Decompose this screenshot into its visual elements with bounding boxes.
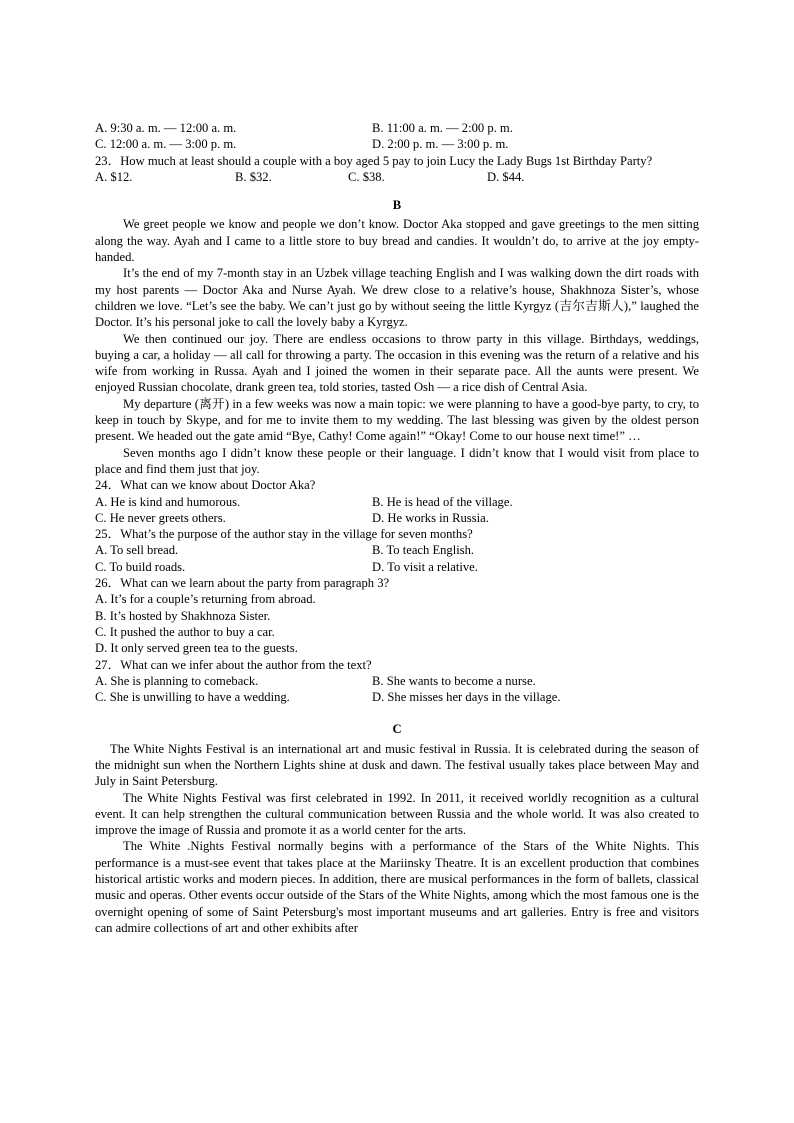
q25-option-b: B. To teach English. xyxy=(372,543,475,558)
section-b-paragraph-1: We greet people we know and people we don’t know. Doctor Aka stopped and gave greetings to the men sitting along the way. Ayah and I came to a little store to buy bread and candies. It wouldn’t do, to arrive at the joy empty-handed. xyxy=(95,217,699,265)
section-c-heading: C xyxy=(392,722,402,737)
section-b-paragraph-2: It’s the end of my 7-month stay in an Uzbek village teaching English and I was walking down the dirt roads with my host parents — Doctor Aka and Nurse Ayah. We drew close to a relative’s house, Shakhnoza Sister’s, whose children we love. “Let’s see the baby. We can’t just go by without seeing the little Kyrgyz (吉尔吉斯人),” laughed the Doctor. It’s his personal joke to call the lovely baby a Kyrgyz. xyxy=(95,266,699,330)
q22-option-b: B. 11:00 a. m. — 2:00 p. m. xyxy=(372,121,513,135)
q26-option-a: A. It’s for a couple’s returning from abroad. xyxy=(95,592,316,607)
q24-options-row-1 xyxy=(95,494,699,510)
q26-stem: 26．What can we learn about the party from paragraph 3? xyxy=(95,576,390,591)
section-b-paragraph-4: My departure (离开) in a few weeks was now a main topic: we were planning to have a good-bye party, to cry, to keep in touch by Skype, and for me to invite them to my wedding. The last blessing was given by the oldest person present. We headed out the gate amid “Bye, Cathy! Come again!” “Okay! Come to our house next time!” … xyxy=(95,396,699,444)
q22-option-d: D. 2:00 p. m. — 3:00 p. m. xyxy=(372,137,509,152)
q24-options-row-2 xyxy=(95,510,699,526)
q24-option-b: B. He is head of the village. xyxy=(372,494,513,509)
q23-stem: 23．How much at least should a couple with a boy aged 5 pay to join Lucy the Lady Bugs 1st Birthday Party? xyxy=(95,153,653,168)
q22-option-a: A. 9:30 a. m. — 12:00 a. m. xyxy=(95,121,237,135)
section-c-paragraph-2: The White Nights Festival was first celebrated in 1992. In 2011, it received worldly recognition as a cultural event. It can help strengthen the cultural communication between Russia and the whole world. It was also created to improve the image of Russia and promote it as a world center for the arts. xyxy=(95,790,699,838)
q25-option-c: C. To build roads. xyxy=(95,559,186,574)
q26-option-d: D. It only served green tea to the guests. xyxy=(95,641,298,656)
q26-option-c: C. It pushed the author to buy a car. xyxy=(95,624,275,639)
q22-option-c: C. 12:00 a. m. — 3:00 p. m. xyxy=(95,137,237,152)
section-c-paragraph-3: The White .Nights Festival normally begins with a performance of the Stars of the White Nights. This performance is a must-see event that takes place at the Mariinsky Theatre. It is an excellent production that combines historical artistic works and modern pieces. In addition, there are musical performances in the form of ballets, classical music and operas. Other events occur outside of the Stars of the White Nights, among which the most famous one is the overnight opening of some of Saint Petersburg's most important museums and art galleries. Entry is free and visitors can admire collections of art and other exhibits after xyxy=(95,839,699,935)
q27-option-d: D. She misses her days in the village. xyxy=(372,690,561,705)
q26-option-b: B. It’s hosted by Shakhnoza Sister. xyxy=(95,608,271,623)
q24-stem: 24．What can we know about Doctor Aka? xyxy=(95,478,316,493)
q27-stem: 27．What can we infer about the author from the text? xyxy=(95,657,372,672)
q27-option-c: C. She is unwilling to have a wedding. xyxy=(95,690,290,705)
q24-option-a: A. He is kind and humorous. xyxy=(95,494,241,509)
q25-option-a: A. To sell bread. xyxy=(95,543,179,558)
q24-option-c: C. He never greets others. xyxy=(95,510,226,525)
section-b-paragraph-3: We then continued our joy. There are endless occasions to throw party in this village. Birthdays, weddings, buying a car, a holiday — all call for throwing a party. The occasion in this evening was the return of a relative and his wife from working in Russa. Ayah and I joined the women in their separate pace. All the aunts were present. We enjoyed Russian chocolate, drank green tea, told stories, tasted Osh — a rice dish of Central Asia. xyxy=(95,331,699,395)
exam-page xyxy=(95,120,699,936)
q23-option-a: A. $12. xyxy=(95,169,133,184)
q27-options-row-2 xyxy=(95,689,699,705)
q27-option-a: A. She is planning to comeback. xyxy=(95,673,259,688)
q25-options-row-1 xyxy=(95,542,699,558)
q27-option-b: B. She wants to become a nurse. xyxy=(372,673,536,688)
q23-option-c: C. $38. xyxy=(348,169,385,184)
q23-option-d: D. $44. xyxy=(487,169,525,184)
section-b-paragraph-5: Seven months ago I didn’t know these people or their language. I didn’t know that I would visit from place to place and find them just that joy. xyxy=(95,445,699,476)
q23-options-row xyxy=(95,169,699,185)
q24-option-d: D. He works in Russia. xyxy=(372,510,489,525)
section-b-heading: B xyxy=(392,198,402,213)
q22-options-row-1 xyxy=(95,120,699,136)
q27-options-row-1 xyxy=(95,673,699,689)
q23-option-b: B. $32. xyxy=(235,169,272,184)
section-c-paragraph-1: The White Nights Festival is an international art and music festival in Russia. It is celebrated during the season of the midnight sun when the Northern Lights shine at dusk and dawn. The festival usually takes place between May and July in Saint Petersburg. xyxy=(95,741,699,789)
q22-options-row-2 xyxy=(95,136,699,152)
q25-stem: 25．What’s the purpose of the author stay in the village for seven months? xyxy=(95,527,473,542)
q25-option-d: D. To visit a relative. xyxy=(372,559,478,574)
q25-options-row-2 xyxy=(95,559,699,575)
